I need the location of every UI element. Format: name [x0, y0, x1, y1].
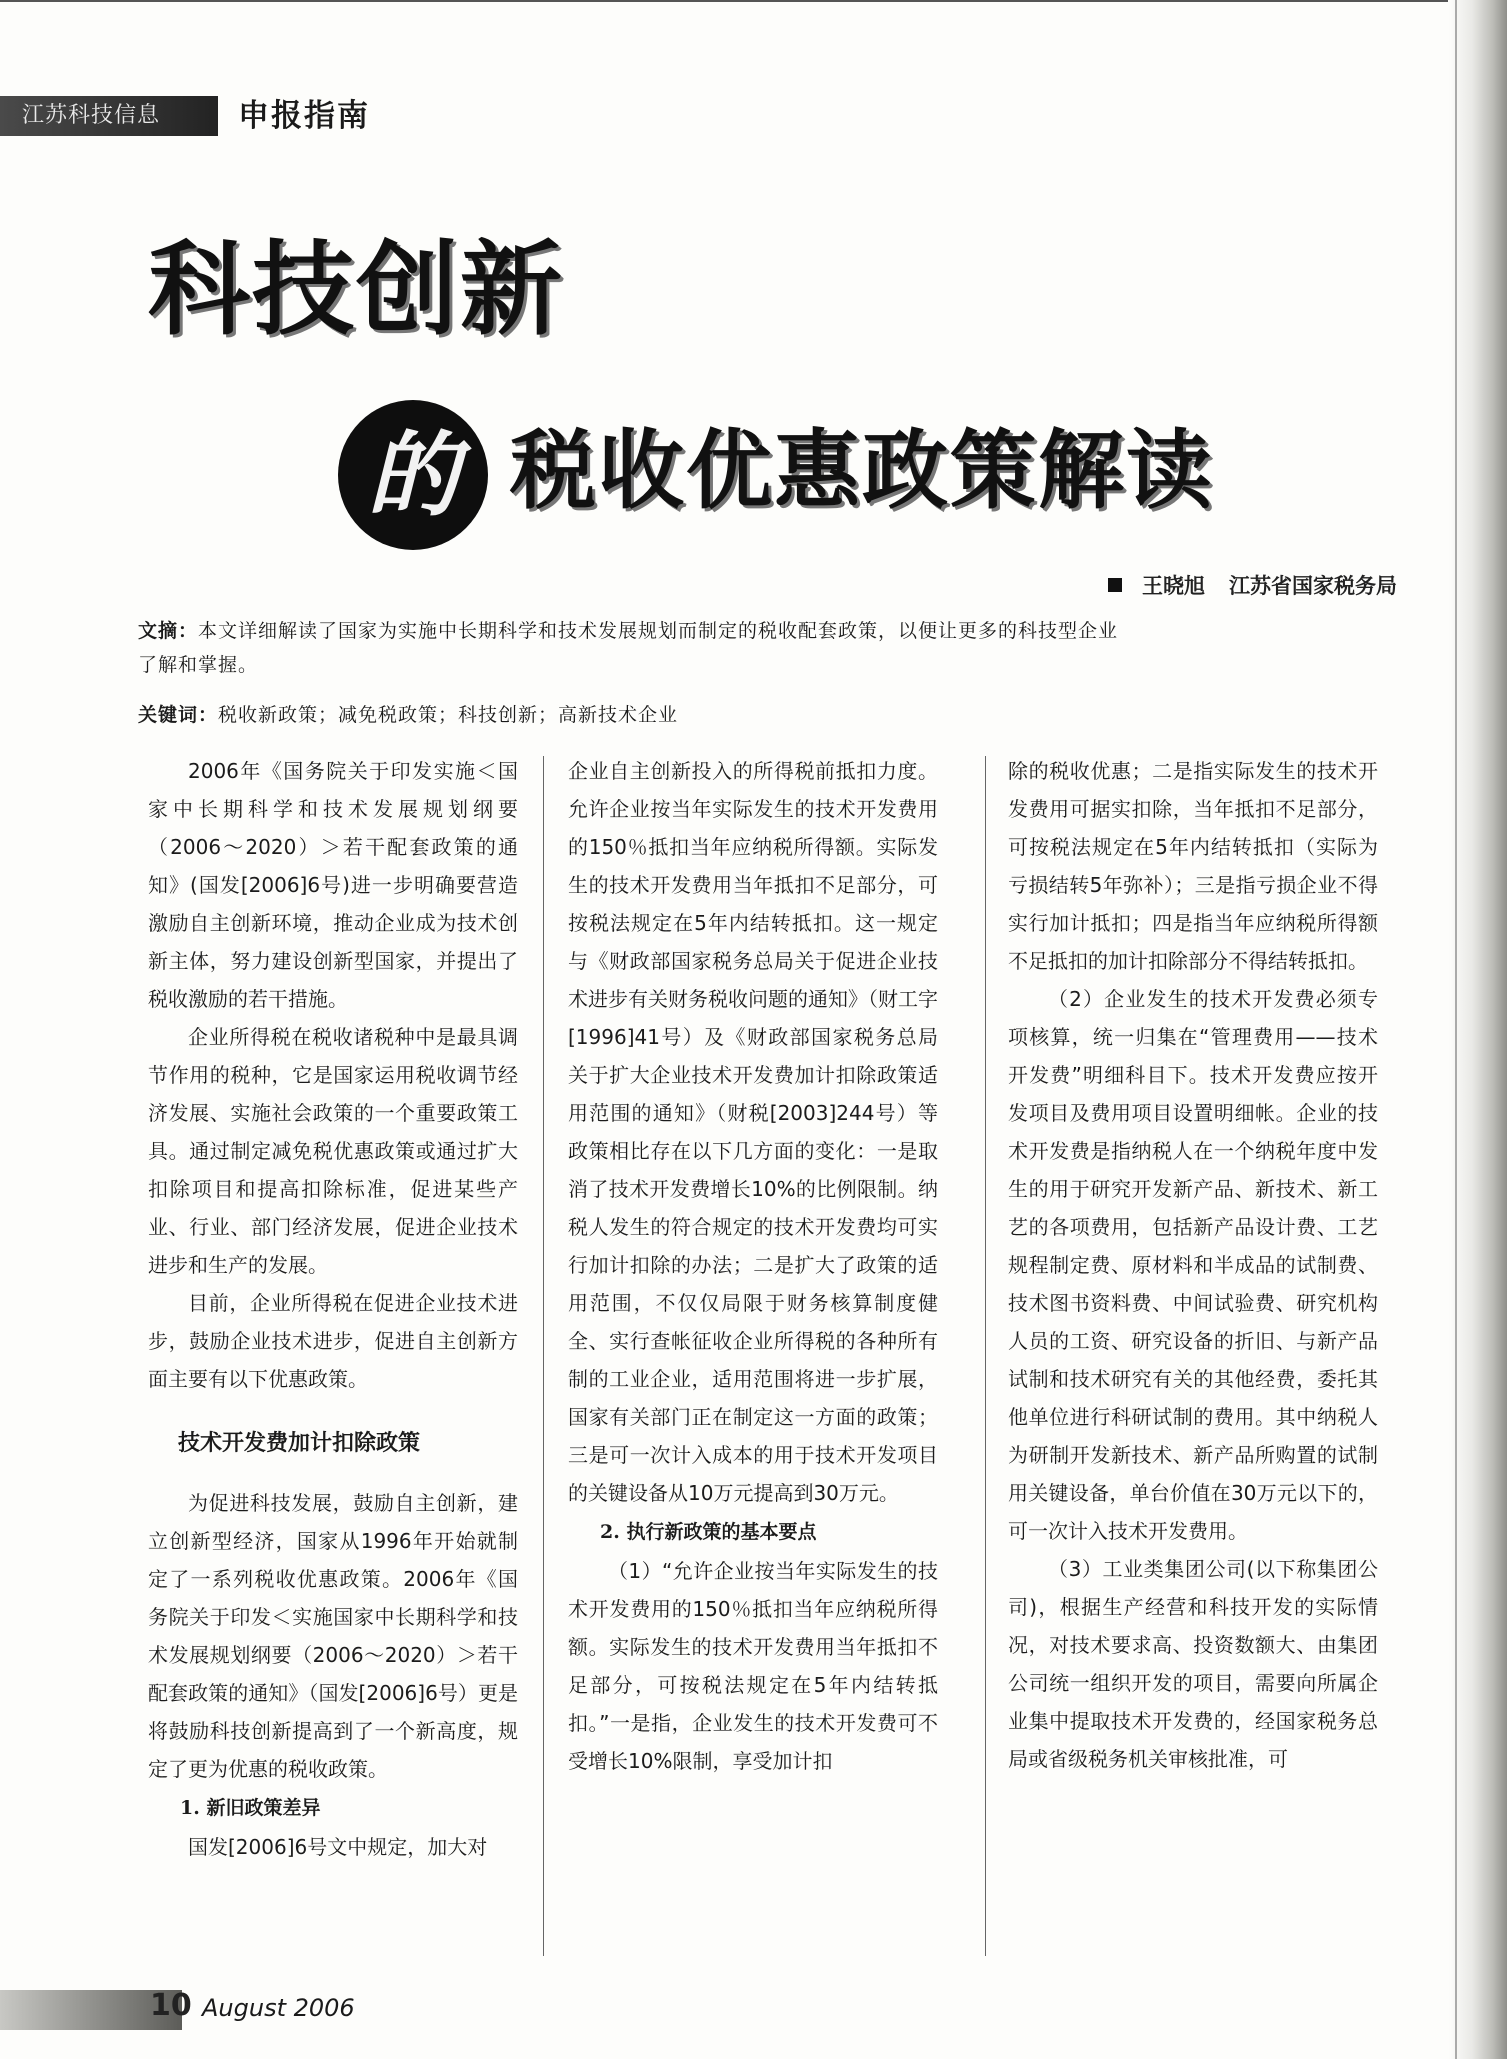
article-title-line2: 税收优惠政策解读	[510, 421, 1214, 521]
paragraph: （2）企业发生的技术开发费必须专项核算，统一归集在“管理费用——技术开发费”明细科目下。技术开发费应按开发项目及费用项目设置明细帐。企业的技术开发费是指纳税人在一个纳税年度中发生的用于研究开发新产品、新技术、新工艺的各项费用，包括新产品设计费、工艺规程制定费、原材料和半成品的试制费、技术图书资料费、中间试验费、研究机构人员的工资、研究设备的折旧、与新产品试制和技术研究有关的其他经费，委托其他单位进行科研试制的费用。其中纳税人为研制开发新技术、新产品所购置的试制用关键设备，单台价值在30万元以下的，可一次计入技术开发费用。	[1008, 987, 1378, 1543]
page-edge-shadow	[1449, 0, 1507, 2059]
column-2	[568, 752, 938, 1780]
title-connector-circle: 的	[338, 400, 488, 550]
paragraph: 企业所得税在税收诸税种中是最具调节作用的税种，它是国家运用税收调节经济发展、实施社会政策的一个重要政策工具。通过制定减免税优惠政策或通过扩大扣除项目和提高扣除标准，促进某些产业、行业、部门经济发展，促进企业技术进步和生产的发展。	[148, 1025, 518, 1277]
paragraph: 目前，企业所得税在促进企业技术进步，鼓励企业技术进步，促进自主创新方面主要有以下优惠政策。	[148, 1291, 518, 1391]
abstract-text: 本文详细解读了国家为实施中长期科学和技术发展规划而制定的税收配套政策，以便让更多的科技型企业了解和掌握。	[138, 620, 1119, 676]
paragraph: 2006年《国务院关于印发实施＜国家中长期科学和技术发展规划纲要（2006～2020）＞若干配套政策的通知》(国发[2006]6号)进一步明确要营造激励自主创新环境，推动企业成为技术创新主体，努力建设创新型国家，并提出了税收激励的若干措施。	[148, 759, 518, 1011]
paragraph: （1）“允许企业按当年实际发生的技术开发费用的150％抵扣当年应纳税所得额。实际发生的技术开发费用当年抵扣不足部分，可按税法规定在5年内结转抵扣。”一是指，企业发生的技术开发费可不受增长10%限制，享受加计扣	[568, 1559, 938, 1773]
abstract	[138, 614, 1138, 682]
paragraph: 为促进科技发展，鼓励自主创新，建立创新型经济，国家从1996年开始就制定了一系列税收优惠政策。2006年《国务院关于印发＜实施国家中长期科学和技术发展规划纲要（2006～2020）＞若干配套政策的通知》（国发[2006]6号）更是将鼓励科技创新提高到了一个新高度，规定了更为优惠的税收政策。	[148, 1491, 518, 1781]
paragraph: 国发[2006]6号文中规定，加大对	[188, 1835, 488, 1859]
subsection-heading: 2. 执行新政策的基本要点	[600, 1521, 817, 1543]
paragraph: （3）工业类集团公司(以下称集团公司)，根据生产经营和科技开发的实际情况，对技术要求高、投资数额大、由集团公司统一组织开发的项目，需要向所属企业集中提取技术开发费的，经国家税务总局或省级税务机关审核批准，可	[1008, 1557, 1378, 1771]
column-1	[148, 752, 518, 1866]
column-divider	[543, 756, 544, 1956]
issue-date: August 2006	[202, 1994, 355, 2022]
page-edge-line	[1455, 0, 1457, 2059]
section-title: 申报指南	[238, 98, 370, 134]
column-divider	[985, 756, 986, 1956]
article-title-line1: 科技创新	[148, 231, 564, 350]
top-rule	[0, 0, 1448, 2]
paragraph: 除的税收优惠；二是指实际发生的技术开发费用可据实扣除，当年抵扣不足部分，可按税法规定在5年内结转抵扣（实际为亏损结转5年弥补）；三是指亏损企业不得实行加计抵扣；四是指当年应纳税所得额不足抵扣的加计扣除部分不得结转抵扣。	[1008, 759, 1378, 973]
page-number: 10	[150, 1988, 192, 2023]
byline-square-icon	[1108, 578, 1122, 592]
paragraph: 企业自主创新投入的所得税前抵扣力度。允许企业按当年实际发生的技术开发费用的150％抵扣当年应纳税所得额。实际发生的技术开发费用当年抵扣不足部分，可按税法规定在5年内结转抵扣。这一规定与《财政部国家税务总局关于促进企业技术进步有关财务税收问题的通知》（财工字[1996]41号）及《财政部国家税务总局关于扩大企业技术开发费加计扣除政策适用范围的通知》（财税[2003]244号）等政策相比存在以下几方面的变化：一是取消了技术开发费增长10%的比例限制。纳税人发生的符合规定的技术开发费均可实行加计扣除的办法；二是扩大了政策的适用范围，不仅仅局限于财务核算制度健全、实行查帐征收企业所得税的各种所有制的工业企业，适用范围将进一步扩展，国家有关部门正在制定这一方面的政策；三是可一次计入成本的用于技术开发项目的关键设备从10万元提高到30万元。	[568, 759, 938, 1505]
section-heading: 技术开发费加计扣除政策	[178, 1431, 421, 1456]
byline	[1108, 570, 1397, 600]
keywords-label: 关键词：	[138, 704, 219, 726]
author-name: 王晓旭	[1142, 574, 1205, 598]
keywords	[138, 698, 1138, 732]
author-organization: 江苏省国家税务局	[1229, 574, 1397, 598]
abstract-label: 文摘：	[138, 620, 199, 642]
subsection-heading: 1. 新旧政策差异	[180, 1797, 321, 1819]
keywords-text: 税收新政策；减免税政策；科技创新；高新技术企业	[218, 704, 679, 726]
column-3	[1008, 752, 1378, 1778]
publication-name: 江苏科技信息	[0, 96, 218, 136]
